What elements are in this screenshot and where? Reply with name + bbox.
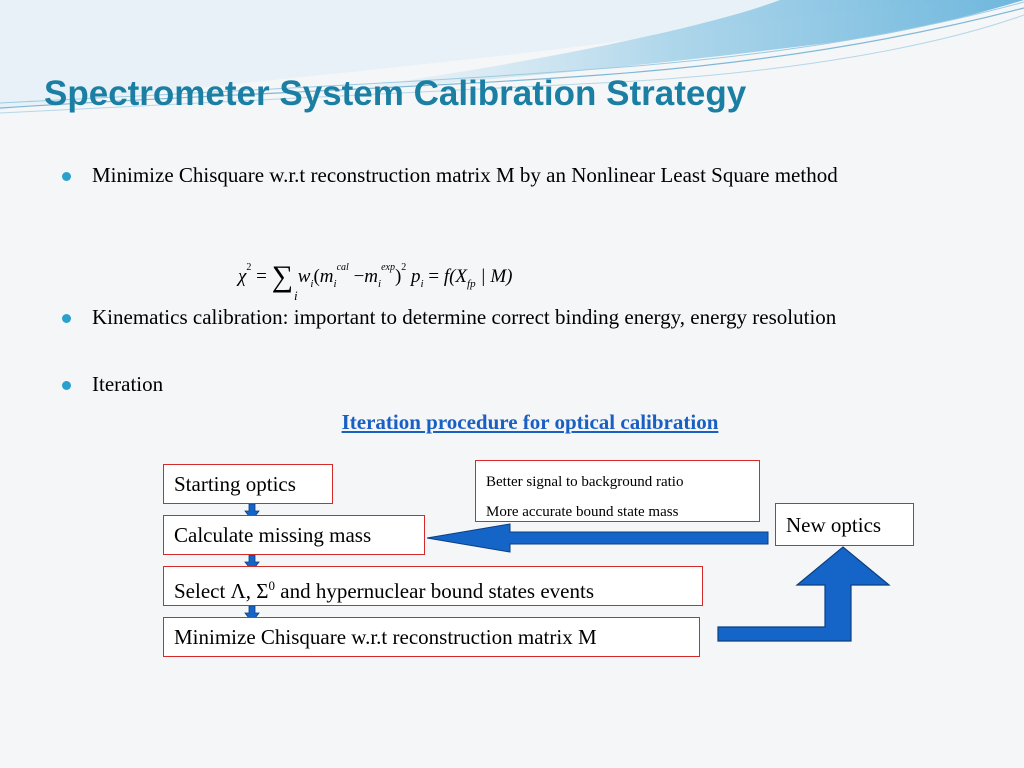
eq-sum: ∑ bbox=[271, 260, 293, 293]
step-select-events bbox=[163, 566, 703, 606]
eq-sum-index: i bbox=[294, 288, 298, 303]
up-arrow-iteration bbox=[718, 547, 889, 641]
note-line-2: More accurate bound state mass bbox=[486, 504, 679, 520]
step-select-rest: and hypernuclear bound states events bbox=[275, 579, 594, 603]
bullet-text: Kinematics calibration: important to determine correct binding energy, energy resolution bbox=[92, 305, 837, 329]
note-line-1: Better signal to background ratio bbox=[486, 474, 684, 490]
eq-given-m: | M) bbox=[480, 266, 513, 287]
eq-chi-power: 2 bbox=[246, 262, 252, 273]
improvement-note bbox=[475, 460, 760, 522]
eq-minus: − bbox=[353, 266, 365, 287]
eq-m-exp: m bbox=[364, 266, 379, 287]
eq-power: 2 bbox=[401, 262, 407, 273]
eq-equals-2: = bbox=[428, 266, 440, 287]
eq-w: w bbox=[297, 266, 311, 287]
eq-m-cal-sup: cal bbox=[336, 262, 349, 273]
sigma-superscript: 0 bbox=[268, 578, 276, 593]
step-select-lead: Select Λ, Σ bbox=[174, 579, 269, 603]
eq-fp-sub: fp bbox=[467, 278, 476, 290]
eq-m-cal-sub: i bbox=[333, 278, 337, 290]
eq-chi: χ bbox=[238, 266, 247, 287]
slide-title: Spectrometer System Calibration Strategy bbox=[44, 74, 747, 113]
bullet-text: Iteration bbox=[92, 372, 164, 396]
new-optics-box: New optics bbox=[775, 503, 914, 546]
step-minimize-chisquare: Minimize Chisquare w.r.t reconstruction matrix M bbox=[163, 617, 700, 657]
left-arrow-feedback bbox=[427, 524, 768, 552]
step-calculate-missing-mass: Calculate missing mass bbox=[163, 515, 425, 555]
eq-rparen: ) bbox=[394, 266, 402, 287]
eq-p: p bbox=[411, 266, 421, 287]
eq-p-sub: i bbox=[420, 278, 424, 290]
eq-lparen: ( bbox=[313, 266, 320, 287]
eq-m-exp-sub: i bbox=[378, 278, 382, 290]
eq-m-cal: m bbox=[319, 266, 334, 287]
eq-m-exp-sup: exp bbox=[381, 262, 395, 273]
step-starting-optics: Starting optics bbox=[163, 464, 333, 504]
eq-function: f(X bbox=[443, 266, 468, 287]
eq-equals: = bbox=[256, 266, 267, 287]
procedure-title: Iteration procedure for optical calibration bbox=[341, 410, 719, 434]
eq-w-sub: i bbox=[310, 278, 314, 290]
bullet-text: Minimize Chisquare w.r.t reconstruction matrix M by an Nonlinear Least Square method bbox=[92, 163, 838, 187]
